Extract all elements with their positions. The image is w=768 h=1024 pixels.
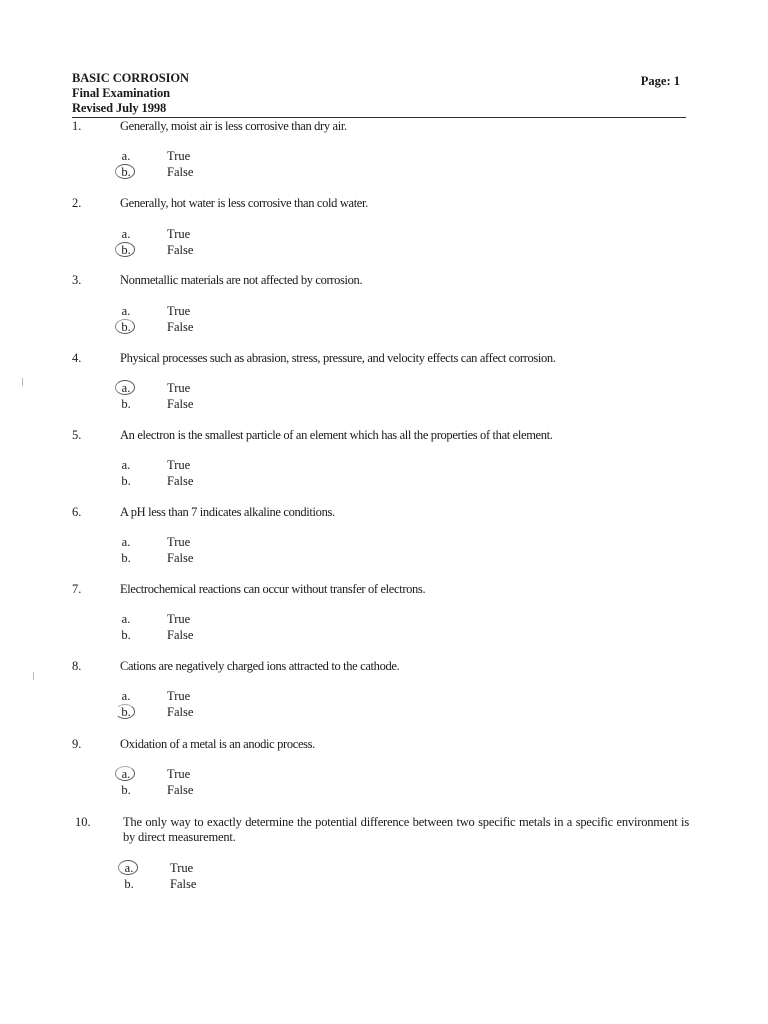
question-number: 3. <box>72 273 82 287</box>
question-text: The only way to exactly determine the potential difference between two specific metals in a specific environment is by direct measurement. <box>123 815 689 844</box>
question-number: 7. <box>72 582 82 596</box>
option-text: False <box>167 474 194 488</box>
question-number: 2. <box>72 196 82 210</box>
option-text: False <box>167 551 194 565</box>
option-letter: a. <box>121 149 131 163</box>
option-letter: b. <box>124 877 134 891</box>
page-number: Page: 1 <box>640 74 680 88</box>
course-title: BASIC CORROSION <box>72 71 189 85</box>
option-text: True <box>167 381 191 395</box>
question-text: Electrochemical reactions can occur without transfer of electrons. <box>120 582 426 596</box>
scan-speck <box>33 672 36 680</box>
option-text: False <box>167 783 194 797</box>
question-text: Oxidation of a metal is an anodic process. <box>120 737 315 751</box>
option-letter: a. <box>121 612 131 626</box>
option-letter: b. <box>121 320 131 334</box>
exam-subtitle: Final Examination <box>72 86 170 100</box>
option-letter: a. <box>121 535 131 549</box>
option-text: True <box>167 612 191 626</box>
question-text: Nonmetallic materials are not affected by corrosion. <box>120 273 363 287</box>
question-text: A pH less than 7 indicates alkaline conditions. <box>120 505 335 519</box>
question-number: 9. <box>72 737 82 751</box>
question-number: 4. <box>72 351 82 365</box>
question-text: Physical processes such as abrasion, stress, pressure, and velocity effects can affect corrosion. <box>120 351 556 365</box>
scan-speck <box>22 378 25 386</box>
option-letter: b. <box>121 397 131 411</box>
option-letter: b. <box>121 783 131 797</box>
option-letter: b. <box>121 551 131 565</box>
option-text: True <box>167 304 191 318</box>
option-text: True <box>167 767 191 781</box>
option-text: False <box>167 705 194 719</box>
option-text: True <box>167 149 191 163</box>
question-text: Cations are negatively charged ions attracted to the cathode. <box>120 659 400 673</box>
option-text: True <box>167 689 191 703</box>
option-text: True <box>167 227 191 241</box>
question-number: 10. <box>75 815 91 829</box>
option-text: True <box>170 861 194 875</box>
option-text: False <box>167 397 194 411</box>
option-text: True <box>167 535 191 549</box>
question-text: An electron is the smallest particle of an element which has all the properties of that element. <box>120 428 553 442</box>
revision-date: Revised July 1998 <box>72 101 167 115</box>
exam-header <box>72 71 686 116</box>
option-letter: b. <box>121 474 131 488</box>
question-text: Generally, moist air is less corrosive than dry air. <box>120 119 347 133</box>
question-number: 5. <box>72 428 82 442</box>
option-letter: a. <box>121 689 131 703</box>
option-text: False <box>167 243 194 257</box>
option-letter: a. <box>124 861 134 875</box>
option-text: False <box>170 877 197 891</box>
option-letter: a. <box>121 458 131 472</box>
question-text: Generally, hot water is less corrosive than cold water. <box>120 196 368 210</box>
option-letter: a. <box>121 304 131 318</box>
header-rule <box>72 117 686 118</box>
option-letter: a. <box>121 381 131 395</box>
option-letter: a. <box>121 227 131 241</box>
option-letter: b. <box>121 165 131 179</box>
option-text: False <box>167 165 194 179</box>
question-number: 1. <box>72 119 82 133</box>
option-letter: a. <box>121 767 131 781</box>
option-letter: b. <box>121 628 131 642</box>
option-text: False <box>167 320 194 334</box>
question-number: 6. <box>72 505 82 519</box>
option-text: False <box>167 628 194 642</box>
option-letter: b. <box>121 243 131 257</box>
option-letter: b. <box>121 705 131 719</box>
option-text: True <box>167 458 191 472</box>
question-number: 8. <box>72 659 82 673</box>
